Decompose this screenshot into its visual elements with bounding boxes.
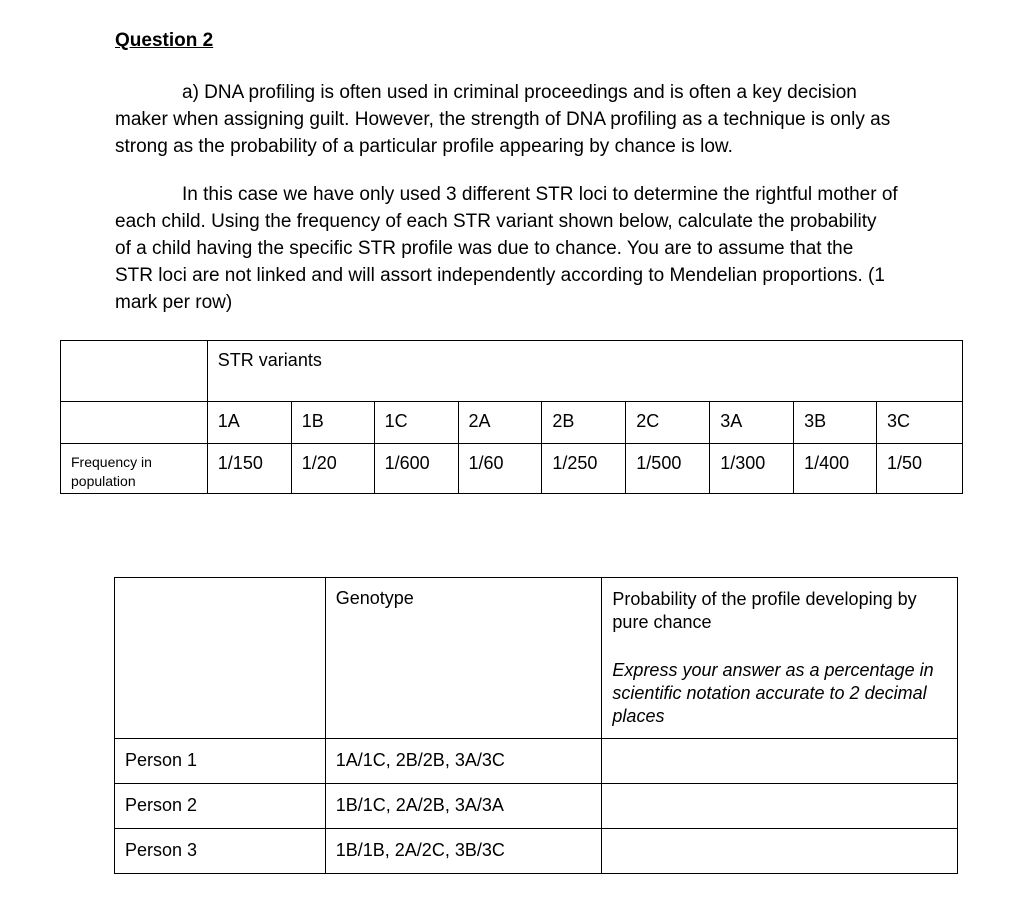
frequency-value: 1/50 [877, 444, 963, 494]
variant-label: 2C [626, 402, 710, 444]
question-paragraph-instructions [115, 181, 965, 316]
frequency-value: 1/150 [207, 444, 291, 494]
variant-row [61, 402, 963, 444]
variant-label: 3B [794, 402, 877, 444]
genotype-value: 1B/1C, 2A/2B, 3A/3A [325, 784, 602, 829]
answer-cell[interactable] [602, 829, 958, 874]
table-row [115, 829, 958, 874]
question-title: Question 2 [115, 30, 214, 51]
empty-cell [61, 341, 208, 402]
paragraph-line: of a child having the specific STR profile was due to chance. You are to assume that the [115, 238, 854, 259]
frequency-row [61, 444, 963, 494]
frequency-value: 1/300 [710, 444, 794, 494]
genotype-value: 1A/1C, 2B/2B, 3A/3C [325, 739, 602, 784]
variant-label: 1B [291, 402, 374, 444]
person-label: Person 1 [115, 739, 326, 784]
variant-label: 1A [207, 402, 291, 444]
paragraph-line: STR loci are not linked and will assort independently according to Mendelian proportions. (1 [115, 265, 885, 286]
paragraph-line: strong as the probability of a particular profile appearing by chance is low. [115, 136, 733, 157]
paragraph-line: mark per row) [115, 292, 233, 313]
variant-label: 2B [542, 402, 626, 444]
probability-header-instruction: Express your answer as a percentage in scientific notation accurate to 2 decimal places [612, 660, 934, 726]
probability-header-title: Probability of the profile developing by pure chance [612, 589, 917, 632]
frequency-value: 1/500 [626, 444, 710, 494]
frequency-value: 1/60 [458, 444, 542, 494]
paragraph-line: In this case we have only used 3 different STR loci to determine the rightful mother of [182, 184, 898, 205]
person-label: Person 3 [115, 829, 326, 874]
paragraph-line: a) DNA profiling is often used in criminal proceedings and is often a key decision [182, 82, 857, 103]
variant-label: 3A [710, 402, 794, 444]
frequency-value: 1/400 [794, 444, 877, 494]
table-row [115, 739, 958, 784]
variant-label: 1C [374, 402, 458, 444]
empty-cell [115, 578, 326, 739]
probability-header [602, 578, 958, 739]
str-variants-header: STR variants [207, 341, 962, 402]
frequency-value: 1/600 [374, 444, 458, 494]
answer-cell[interactable] [602, 784, 958, 829]
variant-label: 2A [458, 402, 542, 444]
frequency-row-label: Frequency in population [61, 444, 208, 494]
genotype-header: Genotype [325, 578, 602, 739]
question-paragraph-a [115, 79, 965, 160]
str-frequency-table [60, 340, 963, 494]
paragraph-line: each child. Using the frequency of each STR variant shown below, calculate the probability [115, 211, 877, 232]
genotype-value: 1B/1B, 2A/2C, 3B/3C [325, 829, 602, 874]
person-label: Person 2 [115, 784, 326, 829]
frequency-value: 1/250 [542, 444, 626, 494]
paragraph-line: maker when assigning guilt. However, the strength of DNA profiling as a technique is only as [115, 109, 891, 130]
genotype-probability-table [114, 577, 958, 874]
frequency-value: 1/20 [291, 444, 374, 494]
table-row [115, 784, 958, 829]
empty-cell [61, 402, 208, 444]
variant-label: 3C [877, 402, 963, 444]
answer-cell[interactable] [602, 739, 958, 784]
